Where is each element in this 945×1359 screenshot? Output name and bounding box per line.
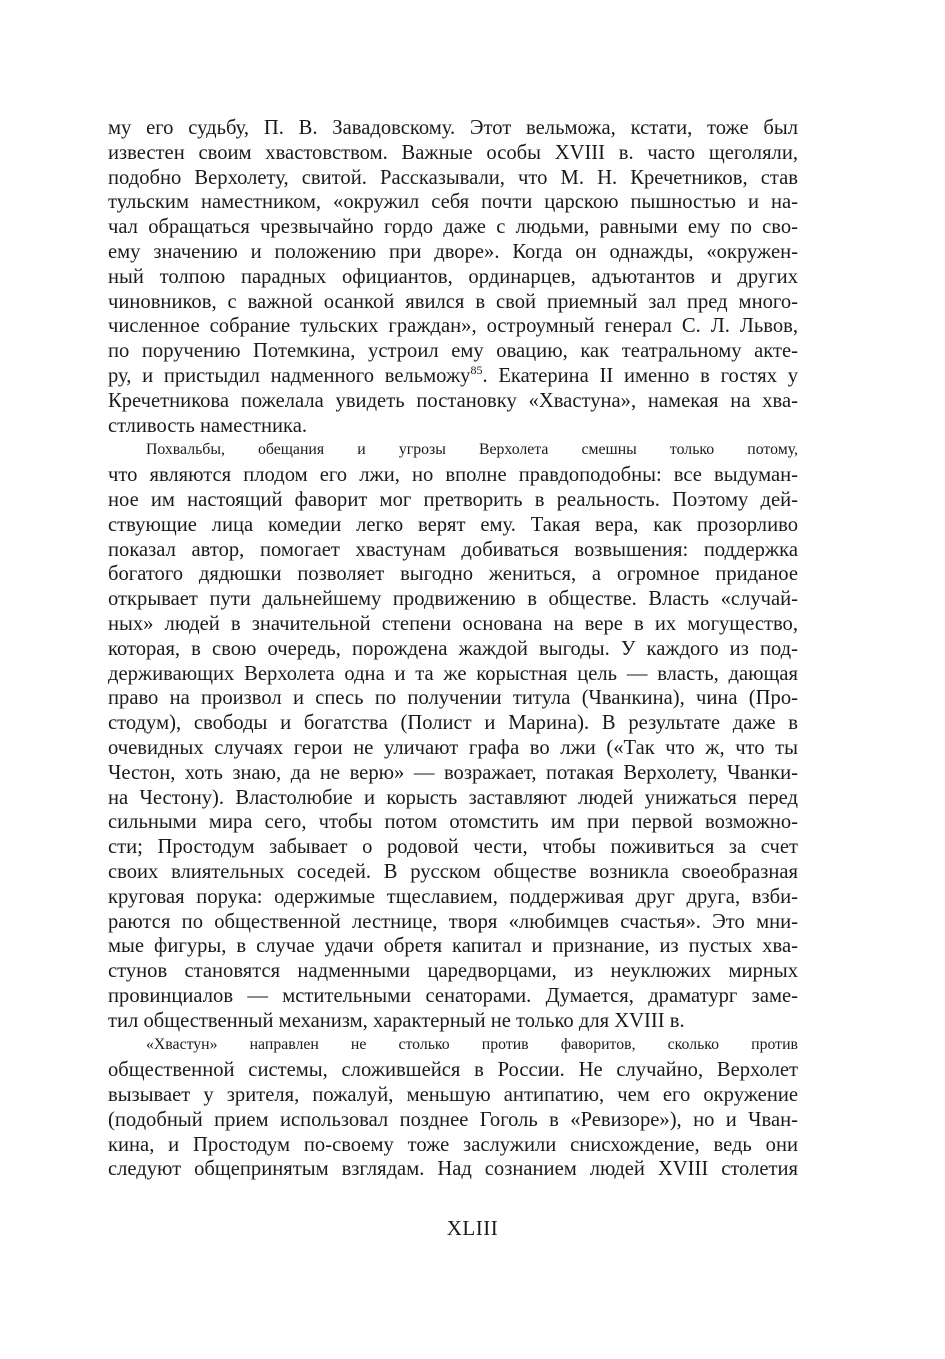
text-line xyxy=(108,1009,798,1034)
page-number: XLIII xyxy=(446,1216,499,1240)
text-line xyxy=(108,166,798,191)
line-text: му его судьбу, П. В. Завадовскому. Этот вельможа, кстати, тоже был xyxy=(108,117,798,139)
text-line xyxy=(108,141,798,166)
line-text: ему значению и положению при дворе». Когда он однажды, «окружен- xyxy=(108,240,798,263)
text-line xyxy=(108,810,798,835)
line-text: раются по общественной лестнице, творя «любимцев счастья». Это мни- xyxy=(108,910,798,933)
text-line xyxy=(108,339,798,364)
paragraph xyxy=(108,1033,798,1182)
line-text: что являются плодом его лжи, но вполне правдоподобны: все выдуман- xyxy=(108,464,798,487)
line-text: чал обращаться чрезвычайно гордо даже с людьми, равными ему по сво- xyxy=(108,216,798,239)
line-text: стунов становятся надменными царедворцами, из неуклюжих мирных xyxy=(108,960,798,983)
text-line xyxy=(108,711,798,736)
line-text: чиновников, с важной осанкой явился в свой приемный зал пред много- xyxy=(108,290,798,313)
line-text-continued: . Екатерина II именно в гостях у xyxy=(482,364,798,387)
text-line xyxy=(108,389,798,414)
line-text: держивающих Верхолета одна и та же корыстная цель — власть, дающая xyxy=(108,662,798,685)
text-line xyxy=(108,736,798,761)
line-text: своих влиятельных соседей. В русском обществе возникла своеобразная xyxy=(108,860,798,883)
text-line xyxy=(108,1033,798,1058)
line-text: круговая порука: одержимые тщеславием, поддерживая друг друга, взби- xyxy=(108,885,798,908)
text-line xyxy=(108,513,798,538)
text-line xyxy=(108,587,798,612)
line-text: «Хвастун» направлен не столько против фаворитов, сколько против xyxy=(146,1036,798,1054)
paragraph xyxy=(108,438,798,1033)
line-text: кина, и Простодум по-своему тоже заслужили снисхождение, ведь они xyxy=(108,1133,798,1156)
line-text: сильными мира сего, чтобы потом отомстить им при первой возможно- xyxy=(108,811,798,834)
line-text: очевидных случаях герои не уличают графа во лжи («Так что ж, что ты xyxy=(108,736,798,759)
text-line xyxy=(108,686,798,711)
page-body xyxy=(108,116,798,1182)
text-line xyxy=(108,959,798,984)
text-line xyxy=(108,414,798,439)
line-text: следуют общепринятым взглядам. Над сознанием людей XVIII столетия xyxy=(108,1158,798,1181)
line-text: Кречетникова пожелала увидеть постановку «Хвастуна», намекая на хва- xyxy=(108,389,798,412)
text-line xyxy=(108,612,798,637)
line-text: право на произвол и спесь по получении титула (Чванкина), чина (Про- xyxy=(108,687,798,710)
text-line xyxy=(108,786,798,811)
line-text: тил общественный механизм, характерный не только для XVIII в. xyxy=(108,1009,685,1032)
line-text: (подобный прием использовал позднее Гоголь в «Ревизоре»), но и Чван- xyxy=(108,1108,798,1131)
text-line xyxy=(108,314,798,339)
line-text: на Честону). Властолюбие и корысть заставляют людей унижаться перед xyxy=(108,786,798,809)
text-line xyxy=(108,488,798,513)
line-text: известен своим хвастовством. Важные особы XVIII в. часто щеголяли, xyxy=(108,141,798,164)
text-line xyxy=(108,1058,798,1083)
line-text: стливость наместника. xyxy=(108,414,308,437)
line-text: которая, в свою очередь, порождена жаждой выгоды. У каждого из под- xyxy=(108,637,798,660)
text-line xyxy=(108,1133,798,1158)
text-line xyxy=(108,240,798,265)
footnote-marker[interactable]: 85 xyxy=(470,362,483,377)
text-line xyxy=(108,1108,798,1133)
line-text: тульским наместником, «окружил себя почти царскою пышностью и на- xyxy=(108,191,798,214)
line-text: Похвальбы, обещания и угрозы Верхолета смешны только потому, xyxy=(146,441,798,459)
line-text: ное им настоящий фаворит мог претворить в реальность. Поэтому дей- xyxy=(108,488,798,511)
line-text: Честон, хоть знаю, да не верю» — возражает, потакая Верхолету, Чванки- xyxy=(108,761,798,784)
line-text: сти; Простодум забывает о родовой чести, чтобы поживиться за счет xyxy=(108,836,798,859)
text-line xyxy=(108,438,798,463)
text-line xyxy=(108,190,798,215)
text-line xyxy=(108,662,798,687)
line-text: вызывает у зрителя, пожалуй, меньшую антипатию, чем его окружение xyxy=(108,1084,798,1107)
line-text: открывает пути дальнейшему продвижению в обществе. Власть «случай- xyxy=(108,588,798,611)
text-line xyxy=(108,860,798,885)
line-text: численное собрание тульских граждан», остроумный генерал С. Л. Львов, xyxy=(108,315,798,338)
text-line xyxy=(108,265,798,290)
line-text: ру, и пристыдил надменного вельможу xyxy=(108,364,471,387)
line-text: провинциалов — мстительными сенаторами. Думается, драматург заме- xyxy=(108,984,798,1007)
text-line xyxy=(108,885,798,910)
line-text: по поручению Потемкина, устроил ему овацию, как театральному акте- xyxy=(108,340,798,363)
text-line xyxy=(108,215,798,240)
line-text: показал автор, помогает хвастунам добиваться возвышения: поддержка xyxy=(108,538,798,561)
text-line xyxy=(108,637,798,662)
text-line xyxy=(108,1083,798,1108)
text-line xyxy=(108,463,798,488)
text-line xyxy=(108,562,798,587)
line-text: ный толпою парадных официантов, ординарцев, адъютантов и других xyxy=(108,265,798,288)
text-line xyxy=(108,538,798,563)
text-line xyxy=(108,364,798,389)
text-line xyxy=(108,835,798,860)
line-text: ных» людей в значительной степени основана на вере в их могущество, xyxy=(108,612,798,635)
text-line xyxy=(108,984,798,1009)
text-line xyxy=(108,116,798,141)
line-text: мые фигуры, в случае удачи обретя капитал и признание, из пустых хва- xyxy=(108,935,798,958)
text-line xyxy=(108,910,798,935)
line-text: богатого дядюшки позволяет выгодно жениться, а огромное приданое xyxy=(108,563,798,586)
paragraph xyxy=(108,116,798,438)
line-text: стодум), свободы и богатства (Полист и Марина). В результате даже в xyxy=(108,712,798,735)
text-line xyxy=(108,1157,798,1182)
line-text: подобно Верхолету, свитой. Рассказывали, что М. Н. Кречетников, став xyxy=(108,166,798,189)
line-text: общественной системы, сложившейся в России. Не случайно, Верхолет xyxy=(108,1059,798,1082)
text-line xyxy=(108,290,798,315)
text-line xyxy=(108,761,798,786)
text-line xyxy=(108,934,798,959)
line-text: ствующие лица комедии легко верят ему. Такая вера, как прозорливо xyxy=(108,513,798,536)
